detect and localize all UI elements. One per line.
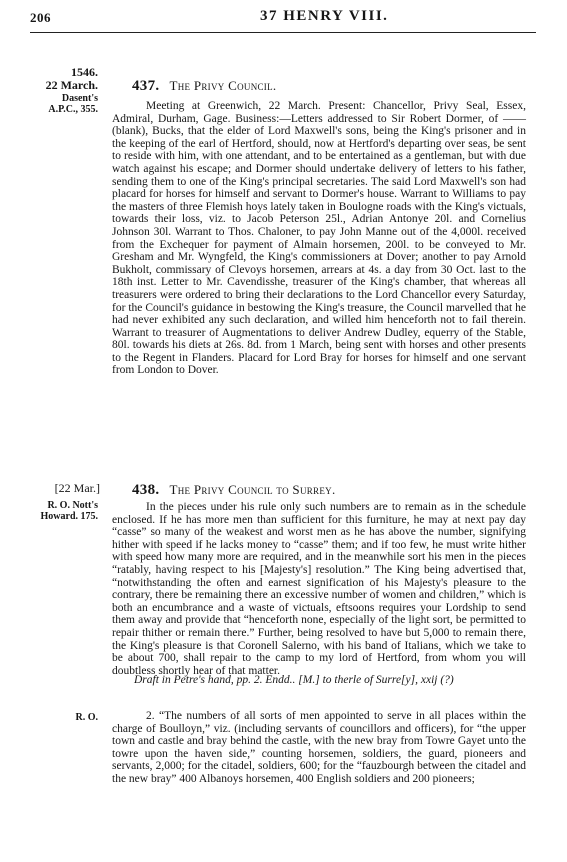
- entry-438-endorsement: [112, 674, 526, 687]
- entry-438-date: [22 Mar.]: [54, 481, 100, 495]
- entry-title: The Privy Council.: [169, 78, 277, 93]
- entry-437-source: Dasent's A.P.C., 355.: [48, 93, 98, 115]
- entry-paragraph: In the pieces under his rule only such numbers are to remain as in the schedule enclosed. If he has more men than sufficient for this furniture, he may at next pay day “casse” so many of the weakest and worst men as he has above the number, signifying hither with speed if he lacks money to “casse” them; and if too few, he must write hither with speed how many more are required, and in the meanwhile sort his men in the pieces “ratably, having respect to his [Majesty's] resolution.” The King being advertised that, “notwithstanding the often and earnest signification of his Majesty's pleasure to the contrary, there be remaining there an excessive number of women and children,” which is both an encumbrance and a waste of victuals, eftsoons requires your Lordship to send them away and provide that “henceforth none, especially of the light sort, be permitted to repair thither or remain there.” Further, being resolved to have but 5,000 to remain there, the King's pleasure is that Coronell Salerno, with his band of Italians, which we take to be about 700, shall repair to the camp to my lord of Hertford, from whom you will doubtless shortly hear of that matter.: [112, 501, 526, 677]
- entry-year: 1546.: [71, 65, 98, 79]
- page-number: 206: [30, 10, 51, 25]
- entry-438-body: [112, 501, 526, 677]
- entry-paragraph: 2. “The numbers of all sorts of men appointed to serve in all places within the charge of Boulloyn,” viz. (including servants of councillors and officers), for “the upper town and castle and bray behind the castle, with the new bray from Towre Gayet unto the towre upon the haven side,” counting horsemen, soldiers, the guard, pioneers and servants, 2,000; for the citadel, soldiers, 600; for the “fauzbourgh between the citadel and the new bray” 400 Albanoys horsemen, 400 English soldiers and 200 pioneers;: [112, 710, 526, 785]
- entry-number: 437.: [132, 78, 160, 94]
- entry-437-body: [112, 100, 526, 377]
- item-2-source: R. O.: [75, 712, 98, 723]
- entry-437-heading: [132, 78, 276, 95]
- endorsement-note: Draft in Petre's hand, pp. 2. Endd.. [M.] to therle of Surre[y], xxij (?): [134, 674, 454, 686]
- entry-438-source: R. O. Nott's Howard. 175.: [40, 500, 98, 522]
- entry-number: 438.: [132, 482, 160, 498]
- entry-date: 22 March.: [45, 78, 98, 92]
- entry-paragraph: Meeting at Greenwich, 22 March. Present: Chancellor, Privy Seal, Essex, Admiral, Durham, Gage. Business:—Letters addressed to Sir Robert Dormer, of —— (blank), Bucks, that the elder of Lord Maxwell's sons, being the King's prisoner and in the keeping of the earl of Hertford, should, now at Hertford's departing over seas, be sent to reside with him, with one attendant, and to be entertained as a gentleman, but with due watch against his escape; and Dormer should undertake delivery of letters to his father, sending them to one of the King's principal secretaries. The said Lord Maxwell's son had placard for horses for himself and servant to Dormer's house. Warrant to Williams to pay the masters of three Flemish hoys lately taken in Boulogne roads with the King's victuals, towards their loss, viz. to Jacob Peterson 25l., Adrian Antonye 20l. and Cornelius Johnson 30l. Warrant to Thos. Chaloner, to pay John Manne out of the 4,000l. received from the Exchequer for payment of Almain horsemen, 200l. to be conveyed to Mr. Gresham and Mr. Wyngfeld, the King's commissioners at Dover; another to pay Arnold Bukholt, commissary of Clevoys horsemen, arrears at 4s. a day from 30 Oct. last to the 18th inst. Letter to Mr. Cavendisshe, treasurer of the King's chamber, that whereas all treasurers were ordered to bring their declarations to the Lord Chancellor every Saturday, for the Council's guidance in bestowing the King's treasure, the Council marvelled that he had never exhibited any such declaration, and willed him henceforth not to fail therein. Warrant to treasurer of Augmentations to deliver Andrew Dudley, equerry of the Stable, 80l. towards his diets at 26s. 8d. from 1 March, being sent with horses and other presents to the Regent in Flanders. Placard for Lord Bray for horses for himself and one servant from London to Dover.: [112, 100, 526, 377]
- header-rule: [30, 32, 536, 33]
- entry-438-heading: [132, 482, 336, 499]
- entry-437-date: [40, 66, 98, 92]
- running-title: 37 HENRY VIII.: [260, 8, 389, 24]
- entry-title: The Privy Council to Surrey.: [169, 482, 336, 497]
- item-2-body: [112, 710, 526, 786]
